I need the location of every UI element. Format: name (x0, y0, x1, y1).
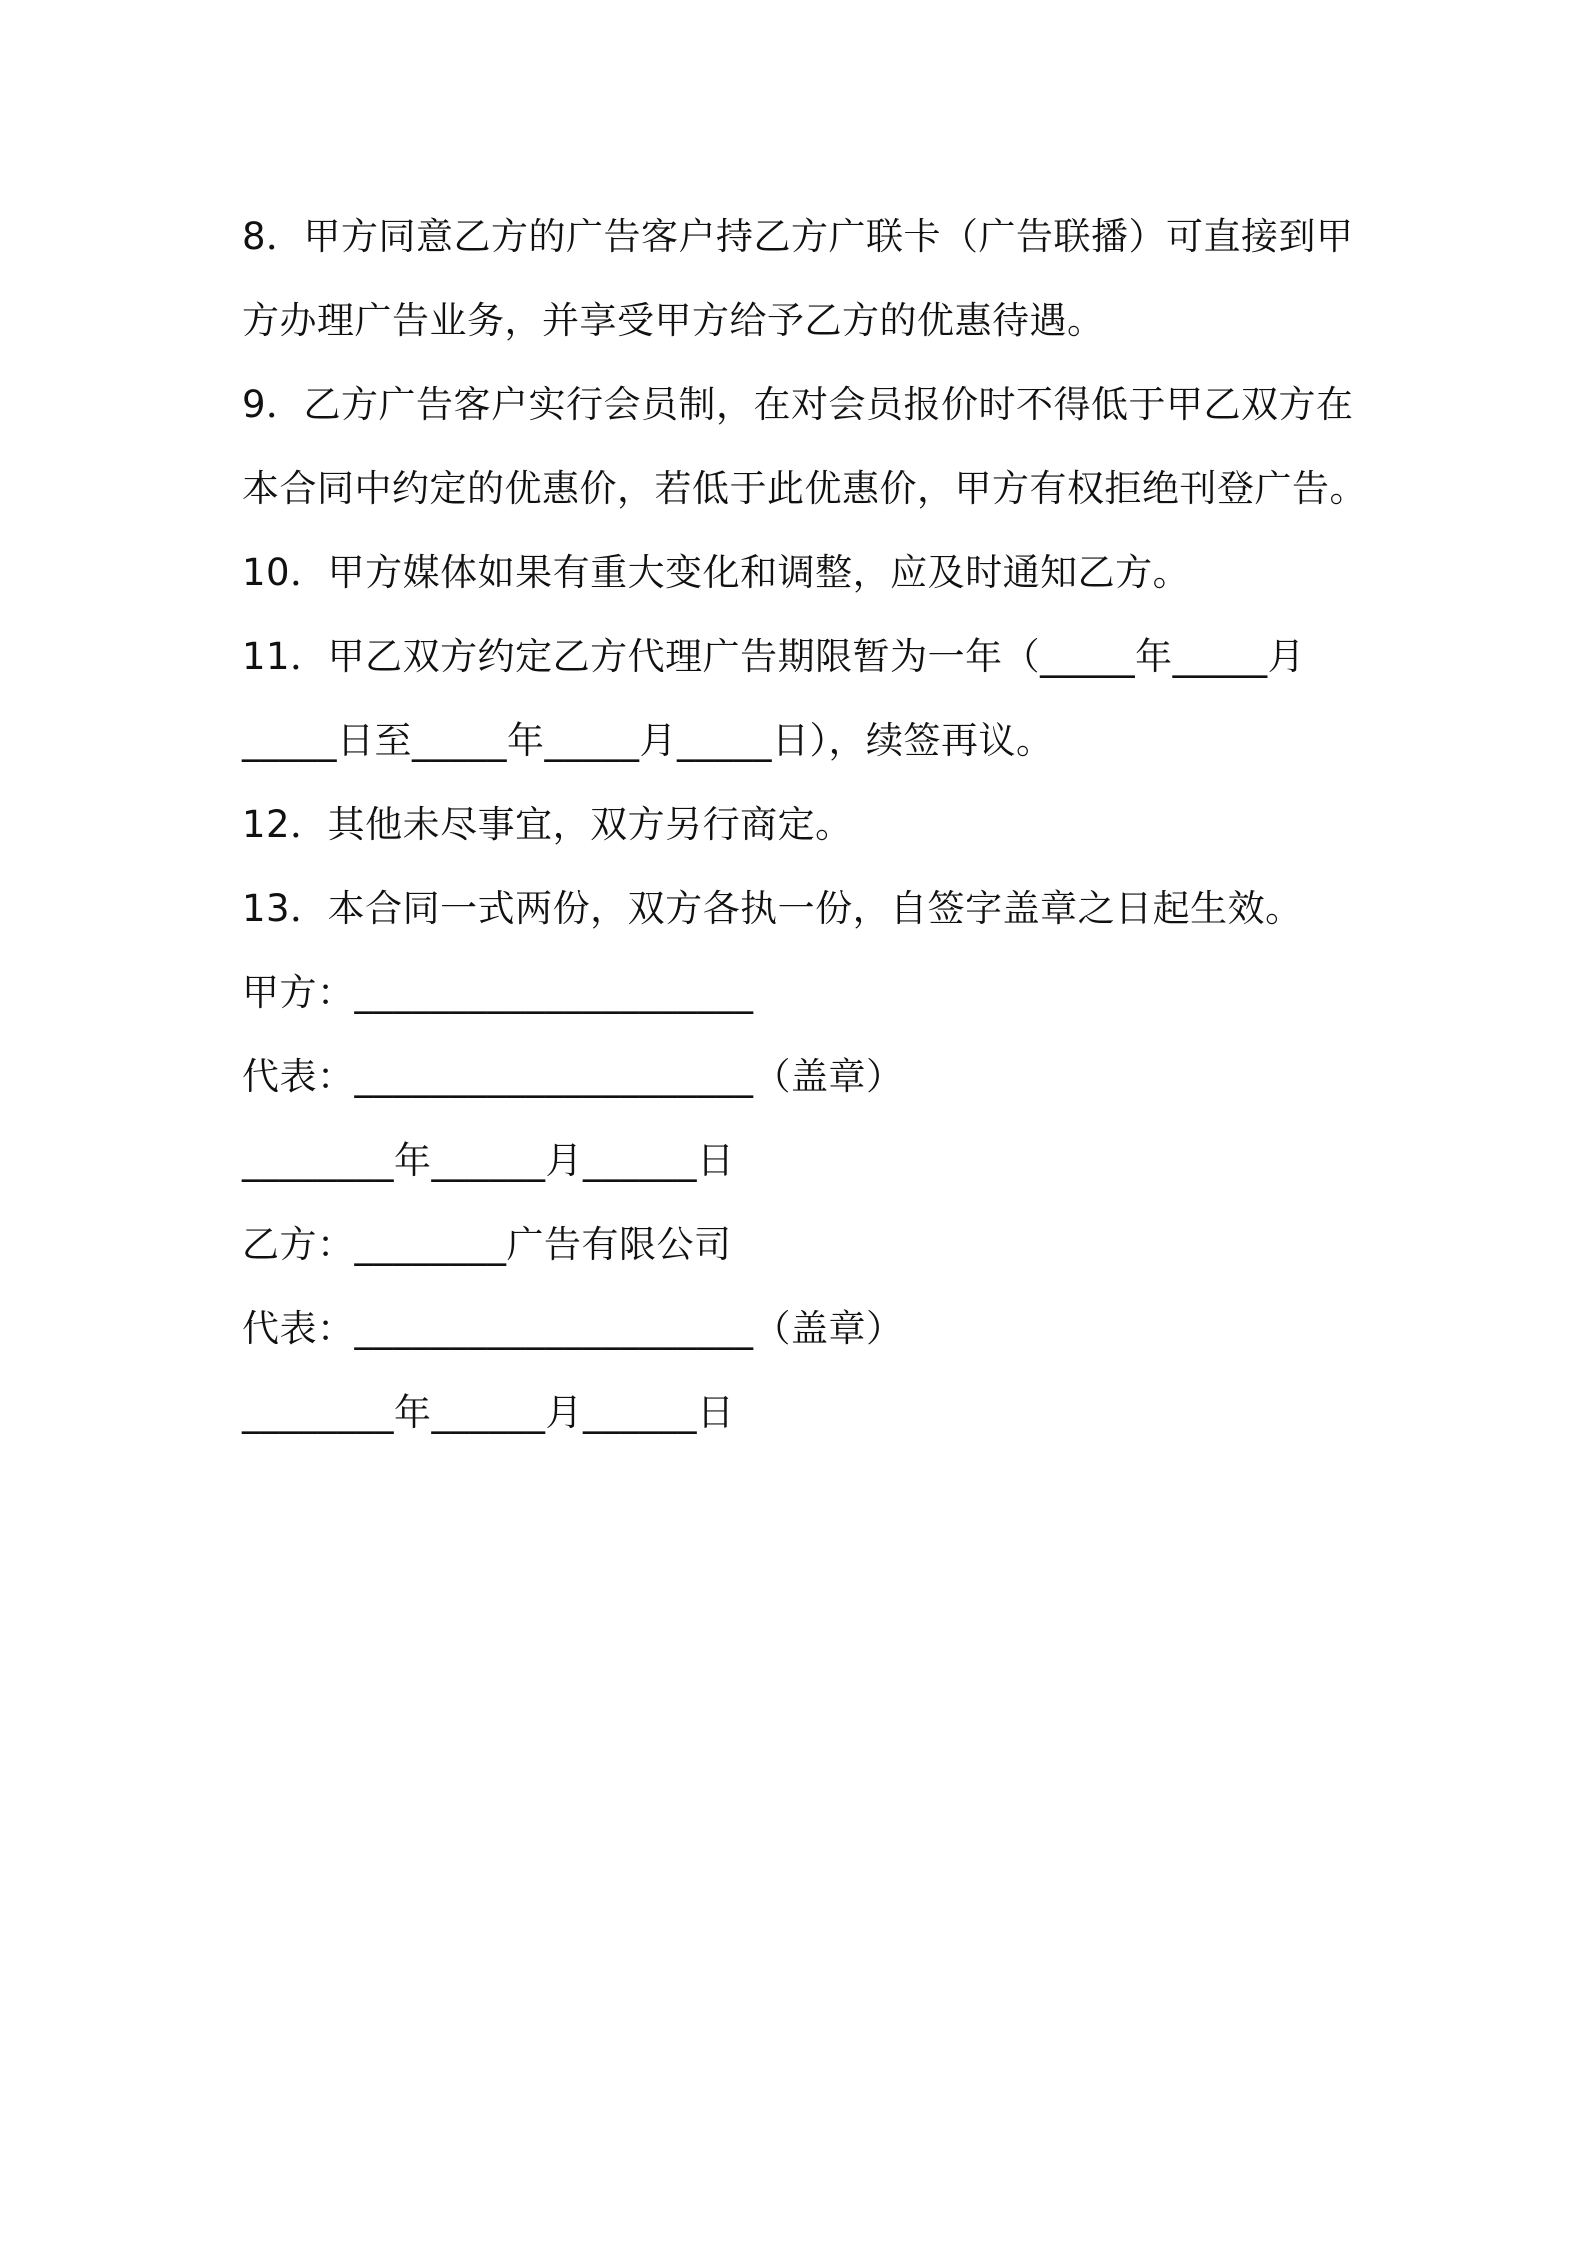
clause-9-line-2: 本合同中约定的优惠价，若低于此优惠价，甲方有权拒绝刊登广告。 (242, 467, 1367, 510)
contract-body (242, 195, 1372, 1455)
party-b-date-line: ________年______月______日 (242, 1391, 735, 1434)
clause-12: 12．其他未尽事宜，双方另行商定。 (242, 803, 853, 846)
clause-11-line-1: 11．甲乙双方约定乙方代理广告期限暂为一年（_____年_____月 (242, 635, 1306, 678)
party-b-name-line: 乙方：________广告有限公司 (242, 1223, 732, 1266)
clause-9-line-1: 9．乙方广告客户实行会员制，在对会员报价时不得低于甲乙双方在 (242, 383, 1354, 426)
party-a-representative-line: 代表：_____________________（盖章） (242, 1055, 904, 1098)
clause-8-line-1: 8．甲方同意乙方的广告客户持乙方广联卡（广告联播）可直接到甲 (242, 215, 1354, 258)
clause-10: 10．甲方媒体如果有重大变化和调整，应及时通知乙方。 (242, 551, 1191, 594)
clause-11-line-2: _____日至_____年_____月_____日），续签再议。 (242, 719, 1054, 762)
party-a-date-line: ________年______月______日 (242, 1139, 735, 1182)
party-a-name-line: 甲方：_____________________ (242, 971, 754, 1014)
clause-8-line-2: 方办理广告业务，并享受甲方给予乙方的优惠待遇。 (242, 299, 1105, 342)
clause-13: 13．本合同一式两份，双方各执一份，自签字盖章之日起生效。 (242, 887, 1303, 930)
party-b-representative-line: 代表：_____________________（盖章） (242, 1307, 904, 1350)
